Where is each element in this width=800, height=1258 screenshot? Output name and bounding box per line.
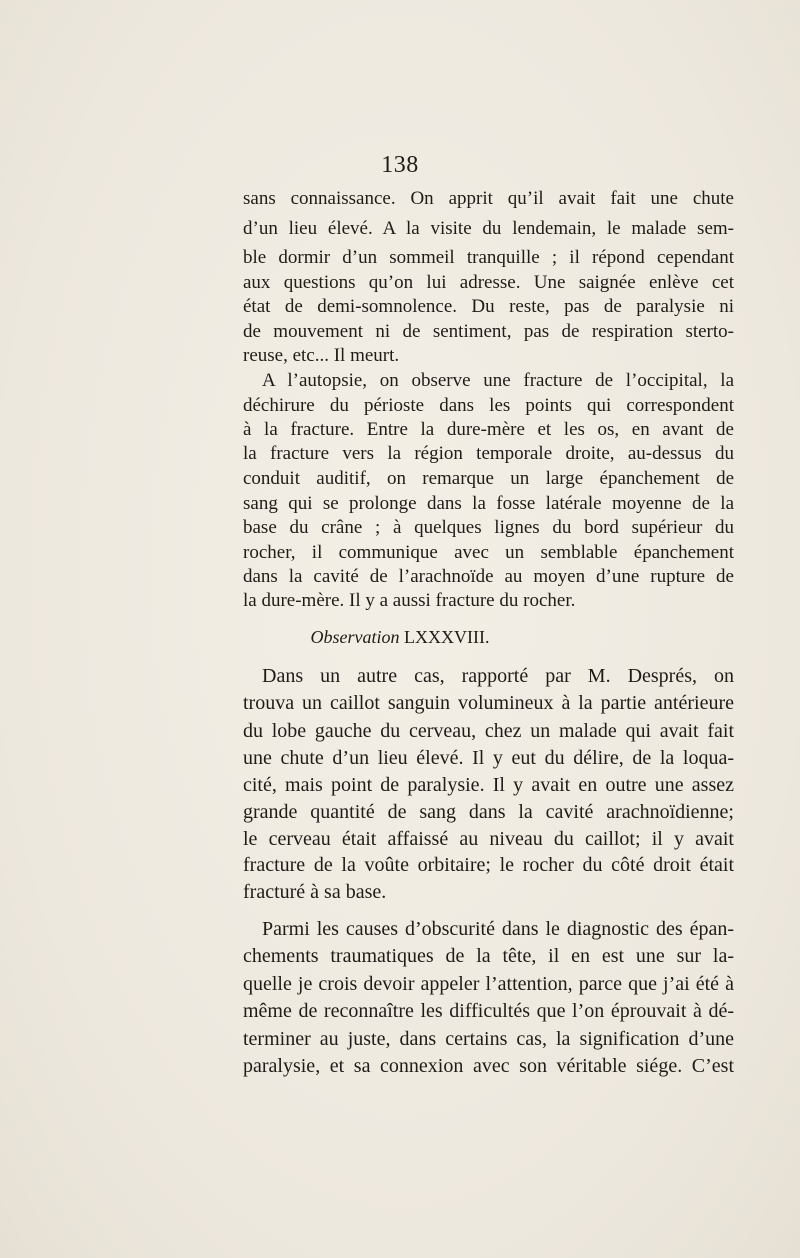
text-line: cité, mais point de paralysie. Il y avait en outre une assez [243, 774, 734, 796]
text-line: la dure-mère. Il y a aussi fracture du rocher. [243, 590, 576, 611]
text-line: grande quantité de sang dans la cavité arachnoïdienne; [243, 801, 734, 823]
text-line: base du crâne ; à quelques lignes du bord supérieur du [243, 517, 734, 538]
text-line: reuse, etc... Il meurt. [243, 345, 400, 366]
text-line: ble dormir d’un sommeil tranquille ; il répond cependant [243, 247, 734, 268]
text-line: sang qui se prolonge dans la fosse latérale moyenne de la [243, 493, 734, 514]
text-line: du lobe gauche du cerveau, chez un malade qui avait fait [243, 720, 734, 742]
text-line: quelle je crois devoir appeler l’attention, parce que j’ai été à [243, 973, 734, 995]
text-line: terminer au juste, dans certains cas, la signification d’une [243, 1028, 734, 1050]
text-line: Parmi les causes d’obscurité dans le diagnostic des épan- [262, 918, 734, 940]
text-line: de mouvement ni de sentiment, pas de respiration sterto- [243, 321, 734, 342]
text-line: même de reconnaître les difficultés que l’on éprouvait à dé- [243, 1000, 734, 1022]
text-line: déchirure du périoste dans les points qui correspondent [243, 395, 734, 416]
text-line: sans connaissance. On apprit qu’il avait fait une chute [243, 188, 734, 209]
text-line: à la fracture. Entre la dure-mère et les os, en avant de [243, 419, 734, 440]
text-line: paralysie, et sa connexion avec son véritable siége. C’est [243, 1055, 734, 1077]
observation-heading [0, 622, 800, 652]
text-line: d’un lieu élevé. A la visite du lendemain, le malade sem- [243, 218, 734, 239]
text-line: aux questions qu’on lui adresse. Une saignée enlève cet [243, 272, 734, 293]
text-line: fracture de la voûte orbitaire; le rocher du côté droit était [243, 854, 734, 876]
text-line: chements traumatiques de la tête, il en est une sur la- [243, 945, 734, 967]
text-line: dans la cavité de l’arachnoïde au moyen d’une rupture de [243, 566, 734, 587]
text-line: la fracture vers la région temporale droite, au-dessus du [243, 443, 734, 464]
text-line: une chute d’un lieu élevé. Il y eut du délire, de la loqua- [243, 747, 734, 769]
text-line: trouva un caillot sanguin volumineux à la partie antérieure [243, 692, 734, 714]
observation-label: Observation [310, 627, 400, 647]
observation-number: LXXXVIII. [404, 627, 490, 647]
page-number: 138 [381, 152, 419, 178]
text-line: état de demi-somnolence. Du reste, pas de paralysie ni [243, 296, 734, 317]
text-line: A l’autopsie, on observe une fracture de l’occipital, la [262, 370, 734, 391]
text-line: le cerveau était affaissé au niveau du caillot; il y avait [243, 828, 734, 850]
text-line: rocher, il communique avec un semblable épanchement [243, 542, 734, 563]
text-line: conduit auditif, on remarque un large épanchement de [243, 468, 734, 489]
text-line: Dans un autre cas, rapporté par M. Després, on [262, 665, 734, 687]
text-line: fracturé à sa base. [243, 881, 387, 903]
